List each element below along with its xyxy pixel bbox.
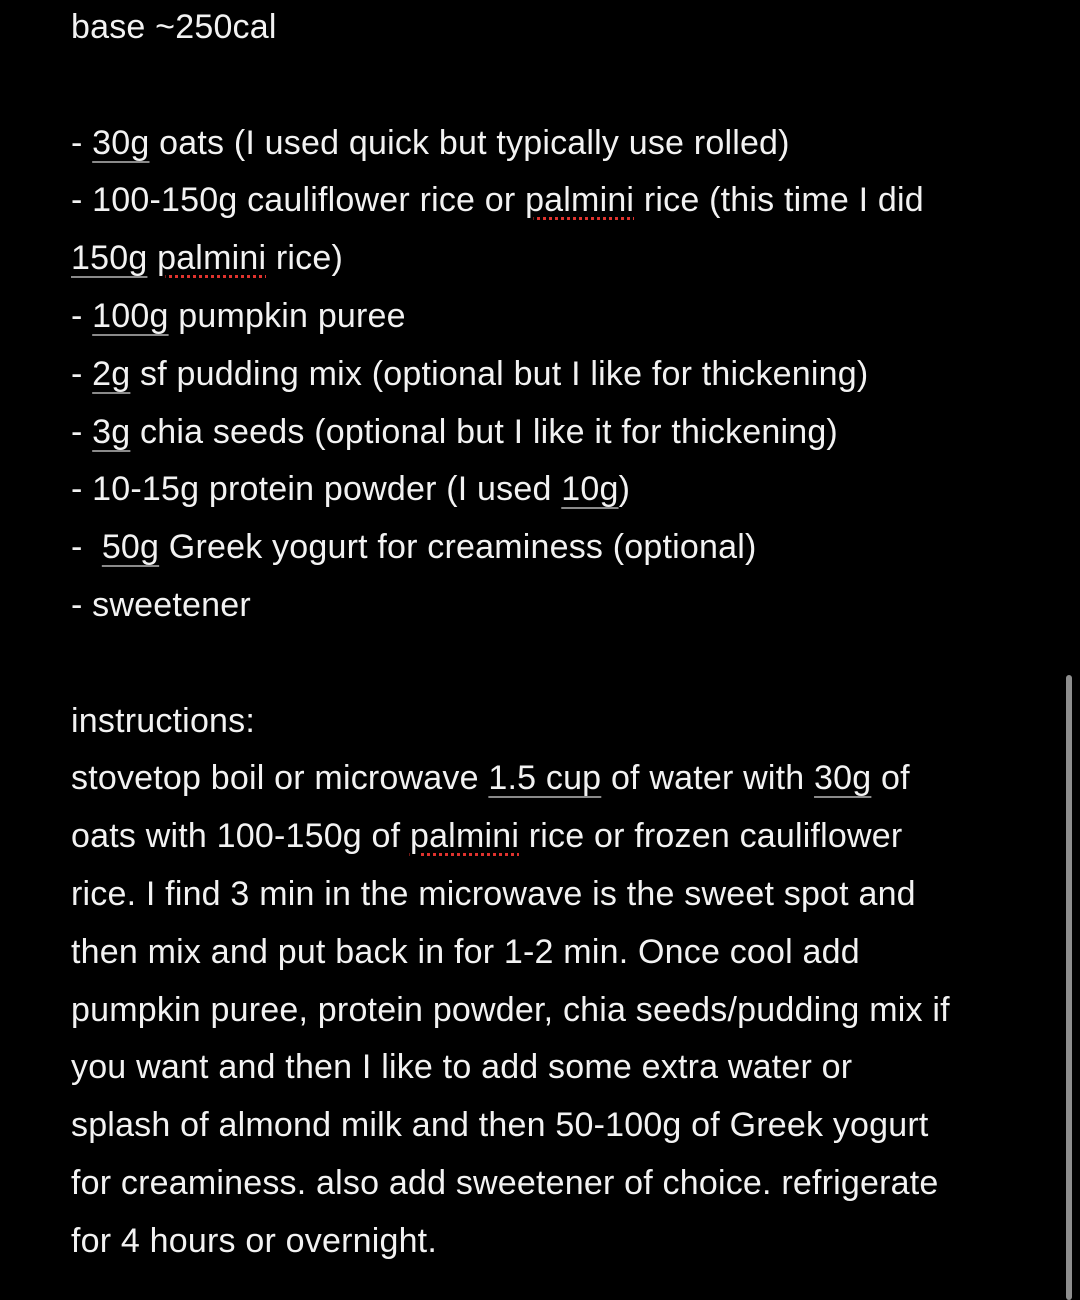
measurement-link[interactable]: 1.5 cup (488, 759, 602, 798)
note-title: base ~250cal (71, 8, 277, 46)
instruction-line: for 4 hours or overnight. (71, 1221, 437, 1260)
ingredient-rice: - 100-150g cauliflower rice or palmini rice (this time I did (71, 181, 924, 220)
instruction-line: you want and then I like to add some extra water or (71, 1048, 853, 1087)
instruction-line: rice. I find 3 min in the microwave is the sweet spot and (71, 874, 916, 913)
misspelled-word[interactable]: palmini (525, 181, 635, 220)
ingredient-protein: - 10-15g protein powder (I used 10g) (71, 470, 631, 509)
measurement-link[interactable]: 2g (92, 354, 131, 393)
ingredient-chia: - 3g chia seeds (optional but I like it for thickening) (71, 412, 838, 451)
instruction-line: oats with 100-150g of palmini rice or frozen cauliflower (71, 817, 903, 856)
instruction-line: then mix and put back in for 1-2 min. Once cool add (71, 932, 860, 971)
measurement-link[interactable]: 100g (92, 296, 169, 335)
ingredient-sweetener: - sweetener (71, 585, 251, 624)
vertical-scrollbar[interactable] (1066, 675, 1072, 1300)
measurement-link[interactable]: 3g (92, 412, 131, 451)
ingredient-yogurt: - 50g Greek yogurt for creaminess (optional) (71, 528, 757, 567)
ingredient-pudding: - 2g sf pudding mix (optional but I like for thickening) (71, 354, 869, 393)
ingredient-rice-continued: 150g palmini rice) (71, 239, 343, 278)
ingredient-oats: - 30g oats (I used quick but typically use rolled) (71, 123, 790, 162)
blank-line (71, 57, 1031, 115)
instructions-heading: instructions: (71, 701, 256, 740)
instruction-line: pumpkin puree, protein powder, chia seeds/pudding mix if (71, 990, 950, 1029)
instruction-line: splash of almond milk and then 50-100g of Greek yogurt (71, 1106, 929, 1145)
measurement-link[interactable]: 150g (71, 239, 148, 278)
misspelled-word[interactable]: palmini (409, 817, 520, 856)
blank-line (71, 635, 1031, 693)
measurement-link[interactable]: 30g (92, 123, 150, 162)
measurement-link[interactable]: 50g (101, 528, 160, 567)
note-body[interactable] (71, 0, 1031, 1271)
ingredient-pumpkin: - 100g pumpkin puree (71, 296, 406, 335)
instruction-line: stovetop boil or microwave 1.5 cup of water with 30g of (71, 759, 910, 798)
measurement-link[interactable]: 30g (814, 759, 872, 798)
misspelled-word[interactable]: palmini (157, 239, 267, 278)
measurement-link[interactable]: 10g (561, 470, 619, 509)
instruction-line: for creaminess. also add sweetener of choice. refrigerate (71, 1163, 939, 1202)
